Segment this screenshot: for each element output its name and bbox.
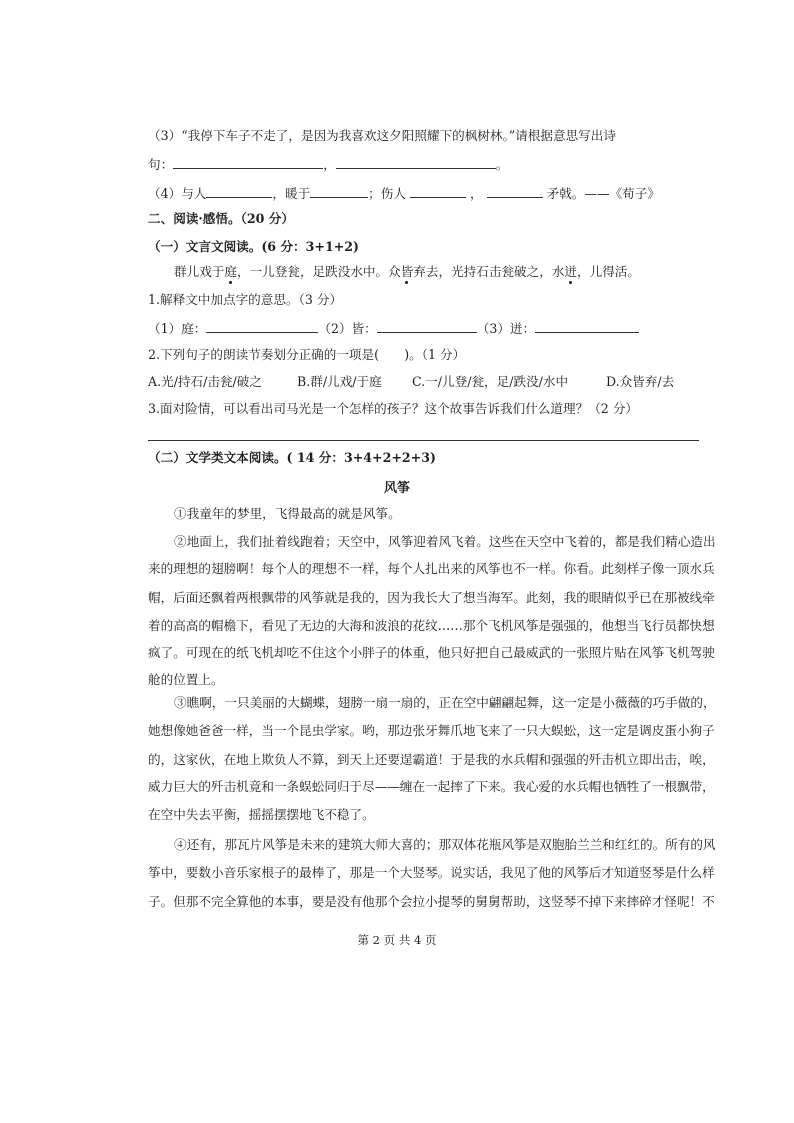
question-1-answers: （1）庭： （2）皆： （3）迸：: [148, 319, 639, 338]
poem-question-4: （4）与人 ，暖于 ；伤人 ， 矛戟。——《荀子》: [148, 186, 660, 201]
poem-question-3-answer: 句： ， 。: [148, 157, 509, 172]
part2-heading: （二）文学类文本阅读。( 14 分：3+4+2+2+3): [148, 450, 436, 465]
passage-line: 来的理想的翅膀啊！每个人的理想不一样，每个人扎出来的风筝也不一样。你看。此刻样子像一顶水兵: [148, 561, 715, 576]
classical-passage: 群儿戏于庭，一儿登瓮，足跌没水中。众皆弃去，光持石击瓮破之，水迸，儿得活。: [174, 264, 640, 279]
section-heading: 二、阅读·感悟。（20 分）: [148, 211, 294, 226]
option-d[interactable]: D.众皆弃/去: [606, 374, 675, 389]
option-b[interactable]: B.群/儿戏/于庭: [297, 374, 382, 389]
answer-blank[interactable]: [535, 319, 639, 333]
answer-blank[interactable]: [410, 184, 466, 198]
answer-blank[interactable]: [173, 155, 323, 169]
passage-line: 筝中，要数小音乐家根子的最棒了，那是一个大竖琴。说实话，我见了他的风筝后才知道竖琴是什么样: [148, 865, 715, 880]
part1-heading: （一）文言文阅读。(6 分：3+1+2): [148, 239, 359, 254]
passage-line: 舱的位置上。: [148, 672, 224, 687]
dotted-char: 皆: [400, 264, 414, 279]
passage-line: 在空中失去平衡，摇摇摆摆地飞不稳了。: [148, 807, 375, 822]
passage-line: 着的高高的帽檐下，看见了无边的大海和波浪的花纹……那个飞机风筝是强强的，他想当飞行员都快想: [148, 618, 715, 633]
answer-blank[interactable]: [206, 184, 272, 198]
passage-line: 帽，后面还飘着两根飘带的风筝就是我的，因为我长大了想当海军。此刻，我的眼睛似乎已在那被线牵: [148, 590, 715, 605]
passage-line: 的，这家伙，在地上欺负人不算，到天上还要逞霸道！于是我的水兵帽和强强的歼击机立即出击，唉，: [148, 752, 715, 767]
answer-line[interactable]: [148, 440, 699, 441]
passage-line: 她想像她爸爸一样，当一个昆虫学家。哟，那边张牙舞爪地飞来了一只大蜈蚣，这一定是调皮蛋小狗子: [148, 723, 715, 738]
option-c[interactable]: C.一/儿登/瓮，足/跌没/水中: [412, 374, 569, 389]
dotted-char: 庭: [224, 264, 237, 279]
page-number: 第 2 页 共 4 页: [357, 933, 437, 947]
question-1: 1.解释文中加点字的意思。（3 分）: [148, 292, 343, 307]
answer-blank[interactable]: [336, 155, 496, 169]
passage-title: 风筝: [383, 481, 410, 496]
passage-line: ④还有，那瓦片风筝是未来的建筑大师大喜的；那双体花瓶风筝是双胞胎兰兰和红红的。所有的风: [174, 837, 716, 852]
passage-line: ①我童年的梦里，飞得最高的就是风筝。: [174, 506, 401, 521]
question-3: 3.面对险情，可以看出司马光是一个怎样的孩子？这个故事告诉我们什么道理？（2 分）: [148, 401, 639, 416]
passage-line: ③瞧啊，一只美丽的大蝴蝶，翅膀一扇一扇的，正在空中翩翩起舞，这一定是小薇薇的巧手做的，: [174, 695, 716, 710]
answer-blank[interactable]: [487, 184, 543, 198]
passage-line: ②地面上，我们扯着线跑着；天空中，风筝迎着风飞着。这些在天空中飞着的，都是我们精心造出: [174, 534, 716, 549]
passage-line: 疯了。可现在的纸飞机却吃不住这个小胖子的体重，他只好把自己最威武的一张照片贴在风筝飞机驾驶: [148, 645, 715, 660]
option-a[interactable]: A.光/持石/击瓮/破之: [148, 374, 262, 389]
answer-blank[interactable]: [377, 319, 477, 333]
answer-blank[interactable]: [206, 319, 318, 333]
answer-blank[interactable]: [310, 184, 368, 198]
dotted-char: 迸: [564, 264, 577, 279]
question-2: 2.下列句子的朗读节奏划分正确的一项是( )。（1 分）: [148, 347, 466, 362]
passage-line: 威力巨大的歼击机竟和一条蜈蚣同归于尽——缠在一起摔了下来。我心爱的水兵帽也牺牲了一根飘带，: [148, 779, 715, 794]
passage-line: 子。但那不完全算他的本事，要是没有他那个会拉小提琴的舅舅帮助，这竖琴不掉下来摔碎才怪呢！不: [148, 894, 715, 909]
poem-question-3: （3）“我停下车子不走了，是因为我喜欢这夕阳照耀下的枫树林。”请根据意思写出诗: [148, 128, 616, 143]
